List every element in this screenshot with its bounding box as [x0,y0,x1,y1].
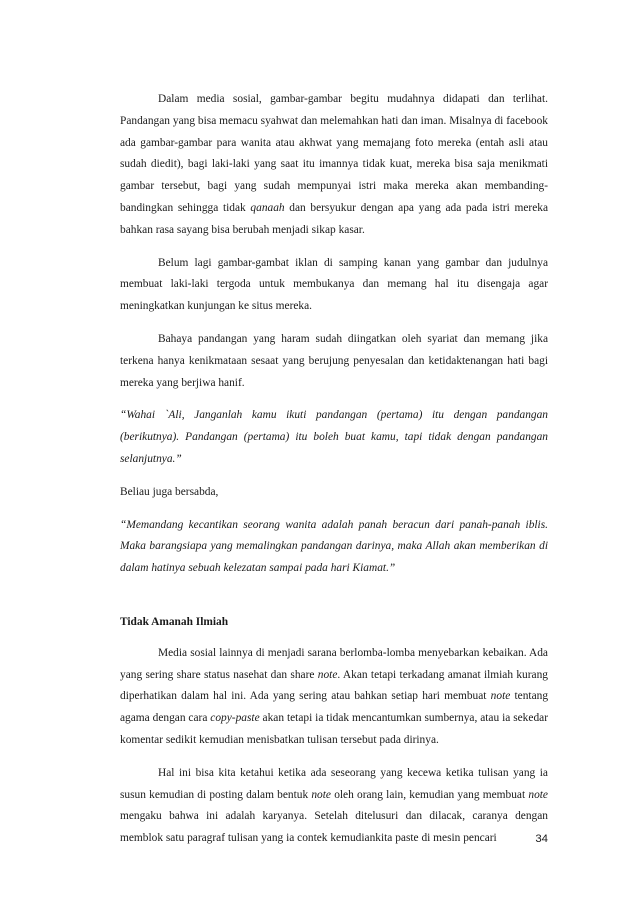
italic-term: note [311,788,331,801]
italic-term: note [528,788,548,801]
paragraph-kecewa-tulisan [120,763,548,850]
text-run: mengaku bahwa ini adalah karyanya. Setelah ditelusuri dan dilacak, caranya dengan memblok satu paragraf tulisan yang ia contek kemudiankita paste di mesin pencari [120,810,548,845]
italic-term: copy-paste [210,712,260,725]
italic-term: note [317,668,338,681]
text-run: oleh orang lain, kemudian yang membuat [330,788,529,801]
paragraph-iklan: Belum lagi gambar-gambat iklan di samping kanan yang gambar dan judulnya membuat laki-laki tergoda untuk membukanya dan memang hal itu disengaja agar meningkatkan kunjungan ke situs mereka. [120,256,548,313]
paragraph-beliau-bersabda: Beliau juga bersabda, [120,485,219,498]
text-run: tentang agama dengan cara [120,690,549,725]
text-run: akan tetapi ia tidak mencantumkan sumbernya, atau ia sekedar komentar sedikit kemudian menisbatkan tulisan tersebut pada dirinya. [120,712,548,746]
section-heading: Tidak Amanah Ilmiah [120,615,229,628]
hadith-quote-ali: “Wahai `Ali, Janganlah kamu ikuti pandangan (pertama) itu dengan pandangan (berikutnya). Pandangan (pertama) itu boleh buat kamu, tapi tidak dengan pandangan selanjutnya.” [120,409,548,465]
paragraph-media-sosial-gambar [120,89,548,242]
text-run: dan bersyukur dengan apa yang ada pada istri mereka bahkan rasa sayang bisa berubah menjadi sikap kasar. [120,201,549,236]
text-run: Dalam media sosial, gambar-gambar begitu mudahnya didapati dan terlihat. Pandangan yang bisa memacu syahwat dan melemahkan hati dan iman. Misalnya di facebook ada gambar-gambar para wanita atau akhwat yang memajang foto mereka (entah asli atau sudah diedit), bagi laki-laki yang saat itu imannya tidak kuat, mereka bisa saja menikmati gambar tersebut, bagi yang sudah mempunyai istri maka mereka akan membanding-bandingkan sehingga tidak [120,93,548,214]
text-run: Media sosial lainnya di menjadi sarana berlomba-lomba menyebarkan kebaikan. Ada yang sering share status nasehat dan share [120,646,548,681]
italic-term: note [490,690,511,703]
text-run: . Akan tetapi terkadang amanat ilmiah kurang diperhatikan dalam hal ini. Ada yang sering atau bahkan setiap hari membuat [120,668,548,703]
hadith-quote-panah-iblis: “Memandang kecantikan seorang wanita adalah panah beracun dari panah-panah iblis. Maka barangsiapa yang memalingkan pandangan darinya, maka Allah akan memberikan di dalam hatinya sebuah kelezatan sampai pada hari Kiamat.” [120,518,548,575]
italic-term: qanaah [250,201,285,214]
page-number: 34 [535,833,548,845]
text-run: Hal ini bisa kita ketahui ketika ada seseorang yang kecewa ketika tulisan yang ia susun kemudian di posting dalam bentuk [120,766,548,801]
paragraph-media-sosial-kebaikan [120,643,548,752]
page-content [120,89,548,850]
paragraph-bahaya-pandangan: Bahaya pandangan yang haram sudah diingatkan oleh syariat dan memang jika terkena hanya kenikmataan sesaat yang berujung penyesalan dan ketidaktenangan hati bagi mereka yang berjiwa hanif. [120,332,548,389]
